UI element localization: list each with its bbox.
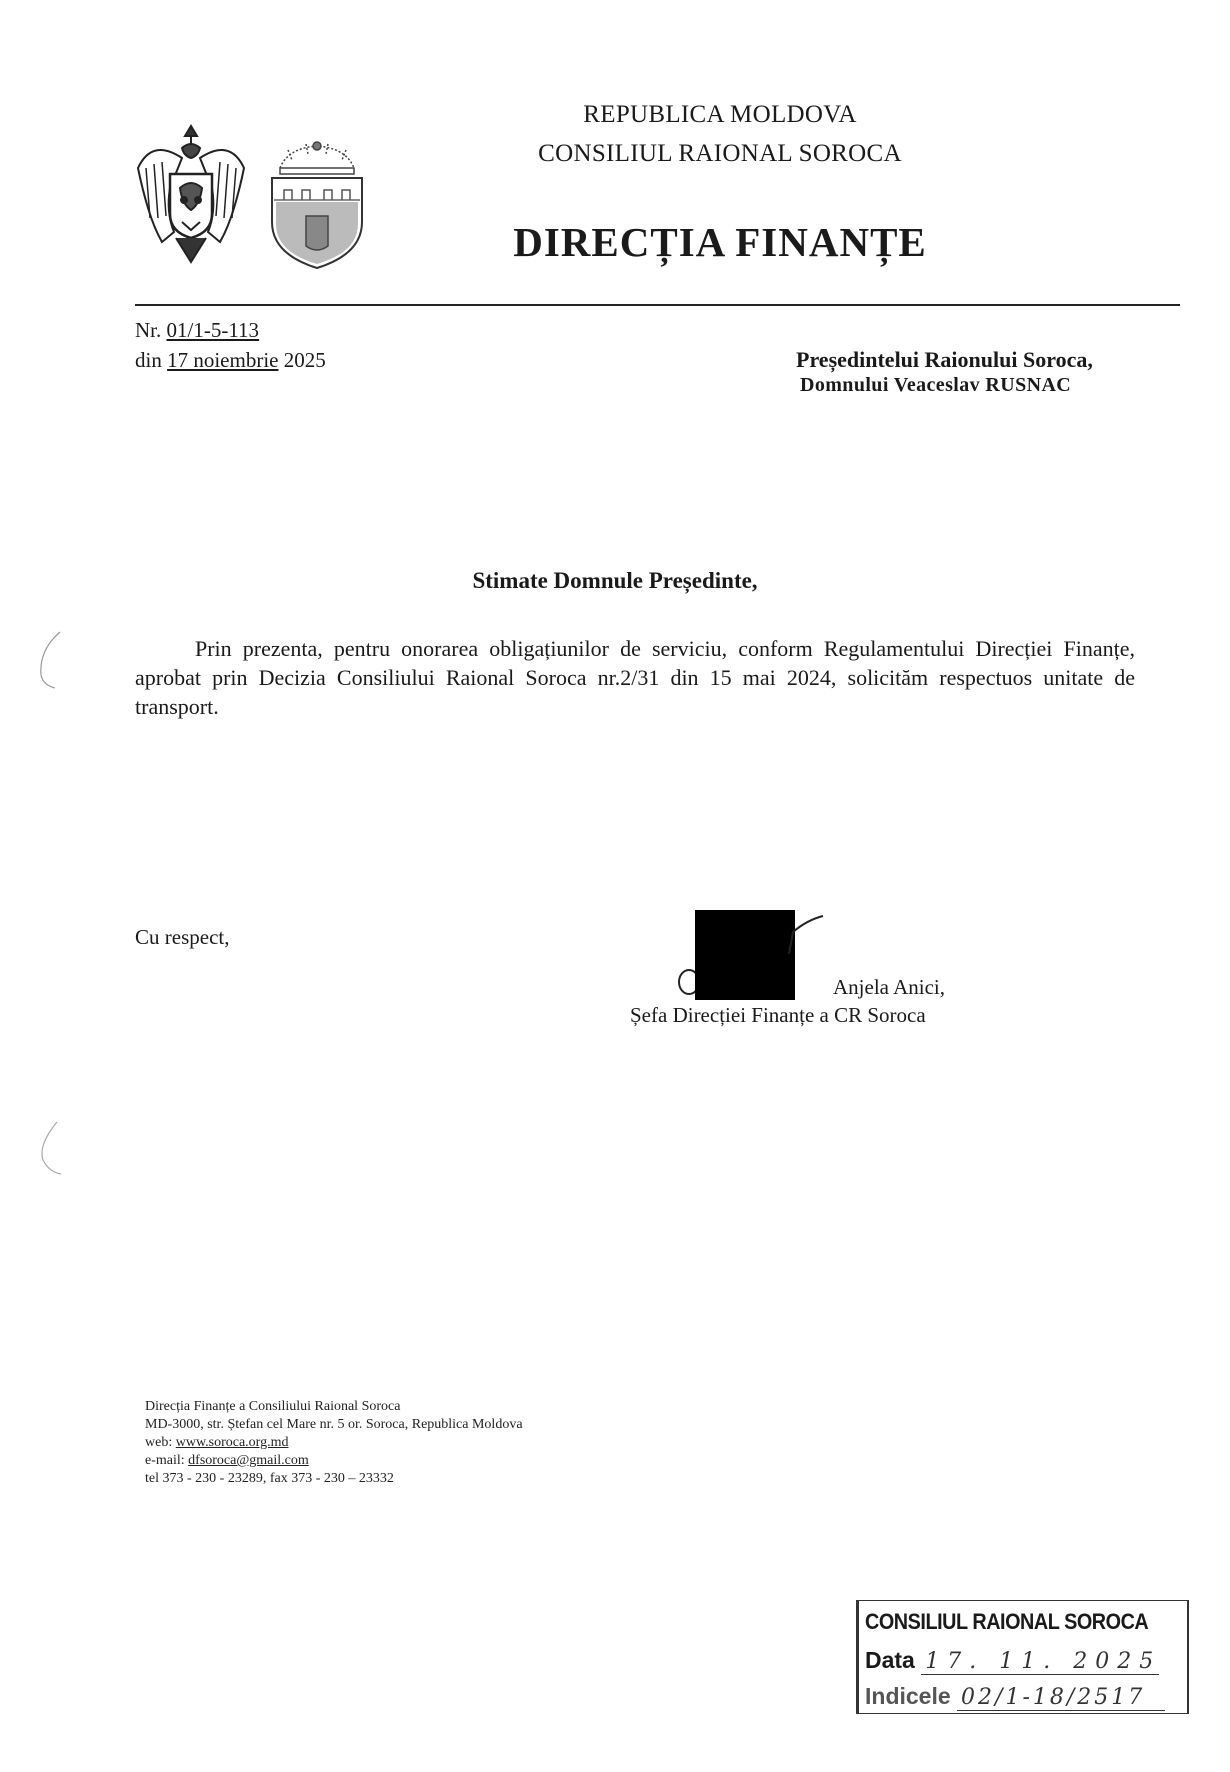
footer-web-label: web: bbox=[145, 1435, 173, 1450]
reference-date bbox=[135, 348, 326, 373]
closing: Cu respect, bbox=[135, 925, 230, 949]
stamp-date-row bbox=[865, 1647, 1162, 1675]
footer-address: MD-3000, str. Ștefan cel Mare nr. 5 or. Soroca, Republica Moldova bbox=[145, 1417, 523, 1432]
footer-email-link[interactable]: dfsoroca@gmail.com bbox=[188, 1453, 309, 1468]
header-institution: DIRECȚIA FINANȚE bbox=[513, 219, 927, 265]
footer-web bbox=[145, 1434, 523, 1452]
redacted-signature bbox=[675, 910, 825, 1000]
reference-date-prefix: din bbox=[135, 348, 162, 372]
footer-email-label: e-mail: bbox=[145, 1453, 185, 1468]
addressee-title: Președintelui Raionului Soroca, bbox=[796, 347, 1093, 372]
stamp-index-label: Indicele bbox=[865, 1683, 951, 1709]
footer-phones: tel 373 - 230 - 23289, fax 373 - 230 – 23332 bbox=[145, 1471, 394, 1486]
reference-date-year: 2025 bbox=[283, 348, 326, 372]
header-council: CONSILIUL RAIONAL SOROCA bbox=[538, 140, 902, 167]
footer-institution: Direcția Finanțe a Consiliului Raional Soroca bbox=[145, 1399, 401, 1414]
signer-name: Anjela Anici, bbox=[833, 975, 945, 999]
addressee-name: Domnului Veaceslav RUSNAC bbox=[800, 374, 1072, 396]
header-country: REPUBLICA MOLDOVA bbox=[583, 101, 857, 128]
footer-contact bbox=[145, 1398, 523, 1488]
reference-number bbox=[135, 318, 259, 343]
reference-date-value: 17 noiembrie bbox=[167, 348, 279, 372]
letter-body-paragraph: Prin prezenta, pentru onorarea obligațiunilor de serviciu, conform Regulamentului Direcției Finanțe, aprobat prin Decizia Consiliului Raional Soroca nr.2/31 din 15 mai 2024, solicităm respectuos unitate de transport. bbox=[135, 636, 1135, 719]
scan-artifact bbox=[35, 1120, 65, 1180]
stamp-title: CONSILIUL RAIONAL SOROCA bbox=[865, 1609, 1149, 1634]
reference-number-value: 01/1-5-113 bbox=[166, 318, 260, 342]
moldova-coat-of-arms-icon bbox=[132, 118, 250, 268]
salutation: Stimate Domnule Președinte, bbox=[472, 568, 758, 593]
signer-role: Șefa Direcției Finanțe a CR Soroca bbox=[630, 1003, 926, 1027]
stamp-index-value: 02/1-18/2517 bbox=[957, 1685, 1165, 1711]
reference-number-label: Nr. bbox=[135, 318, 162, 342]
footer-email bbox=[145, 1452, 523, 1470]
header-divider bbox=[135, 304, 1180, 306]
soroca-coat-of-arms-icon bbox=[266, 140, 368, 270]
stamp-date-value: 17. 11. 2025 bbox=[921, 1649, 1159, 1675]
letter-body bbox=[135, 634, 1135, 721]
stamp-index-row bbox=[865, 1683, 1165, 1711]
scan-artifact bbox=[35, 630, 65, 690]
stamp-date-label: Data bbox=[865, 1647, 915, 1673]
footer-web-link[interactable]: www.soroca.org.md bbox=[175, 1435, 289, 1450]
registration-stamp bbox=[856, 1600, 1189, 1714]
